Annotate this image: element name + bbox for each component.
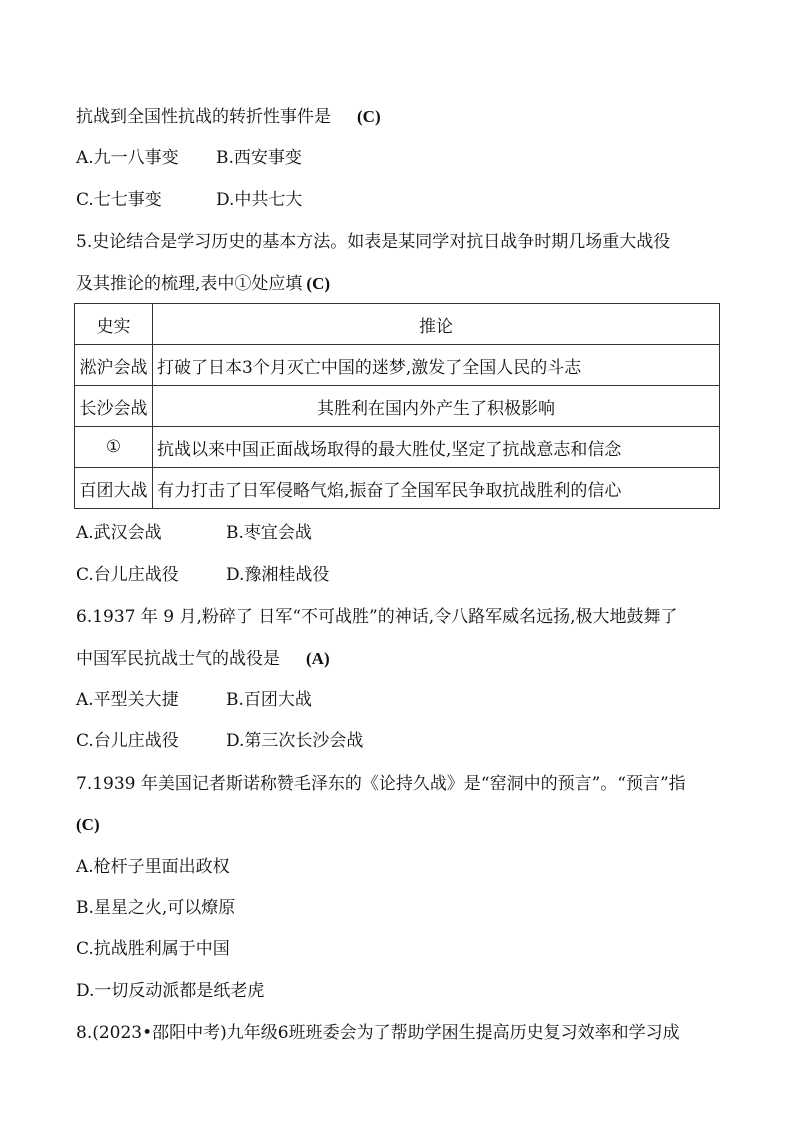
- q4-stem: [76, 106, 734, 128]
- table-cell-fact: 百团大战: [75, 468, 153, 509]
- q5-option-d: D.豫湘桂战役: [226, 565, 330, 585]
- q6-stem-line2: [76, 648, 734, 670]
- q4-option-c: C.七七事变: [76, 190, 162, 210]
- q6-answer: (A): [306, 649, 330, 668]
- table-cell-fact: 长沙会战: [75, 386, 153, 427]
- q5-options-row1: [76, 522, 734, 544]
- table-row: [75, 386, 720, 427]
- table-header-row: [75, 304, 720, 345]
- q4-option-d: D.中共七大: [216, 190, 303, 210]
- q6-stem-text: 中国军民抗战士气的战役是: [76, 649, 280, 669]
- q4-option-a: A.九一八事变: [76, 148, 179, 168]
- q5-answer: (C): [306, 274, 331, 293]
- q5-options-row2: [76, 564, 734, 586]
- q7-option-a: A.枪杆子里面出政权: [76, 857, 230, 877]
- table-cell-inference: 其胜利在国内外产生了积极影响: [153, 386, 720, 427]
- q5-option-c: C.台儿庄战役: [76, 565, 179, 585]
- q5-option-a: A.武汉会战: [76, 523, 162, 543]
- q6-options-row2: [76, 730, 734, 752]
- q5-stem-text: 及其推论的梳理,表中①处应填: [76, 274, 303, 294]
- q7-stem-line1: 7.1939 年美国记者斯诺称赞毛泽东的《论持久战》是“窑洞中的预言”。“预言”指: [76, 774, 686, 794]
- q5-stem-line2: [76, 273, 734, 295]
- q5-table: [74, 303, 720, 509]
- table-row: [75, 427, 720, 468]
- q4-options-row1: [76, 147, 734, 169]
- table-row: [75, 468, 720, 509]
- table-row: [75, 345, 720, 386]
- q6-option-a: A.平型关大捷: [76, 690, 179, 710]
- q7-option-c: C.抗战胜利属于中国: [76, 939, 230, 959]
- q4-option-b: B.西安事变: [216, 148, 302, 168]
- q5-stem-line1: 5.史论结合是学习历史的基本方法。如表是某同学对抗日战争时期几场重大战役: [76, 232, 671, 252]
- q7-answer: (C): [76, 815, 100, 834]
- q4-stem-text: 抗战到全国性抗战的转折性事件是: [76, 107, 331, 127]
- table-cell-inference: 有力打击了日军侵略气焰,振奋了全国军民争取抗战胜利的信心: [153, 468, 720, 509]
- table-header-inference: 推论: [153, 304, 720, 345]
- q5-option-b: B.枣宜会战: [226, 523, 312, 543]
- q7-option-b: B.星星之火,可以燎原: [76, 898, 236, 918]
- q6-stem-line1: 6.1937 年 9 月,粉碎了 日军“不可战胜”的神话,令八路军威名远扬,极大地鼓舞了: [76, 607, 678, 627]
- q6-option-c: C.台儿庄战役: [76, 731, 179, 751]
- table-cell-inference: 抗战以来中国正面战场取得的最大胜仗,坚定了抗战意志和信念: [153, 427, 720, 468]
- table-cell-fact: 淞沪会战: [75, 345, 153, 386]
- q6-option-d: D.第三次长沙会战: [226, 731, 364, 751]
- table-cell-fact: ①: [75, 427, 153, 468]
- q4-answer: (C): [357, 107, 381, 126]
- table-cell-inference: 打破了日本3个月灭亡中国的迷梦,激发了全国人民的斗志: [153, 345, 720, 386]
- q8-stem-line1: 8.(2023•邵阳中考)九年级6班班委会为了帮助学困生提高历史复习效率和学习成: [76, 1023, 680, 1043]
- q4-options-row2: [76, 189, 734, 211]
- q6-option-b: B.百团大战: [226, 690, 312, 710]
- q7-option-d: D.一切反动派都是纸老虎: [76, 981, 265, 1001]
- q6-options-row1: [76, 689, 734, 711]
- table-header-fact: 史实: [75, 304, 153, 345]
- q7-answer-line: [76, 814, 734, 836]
